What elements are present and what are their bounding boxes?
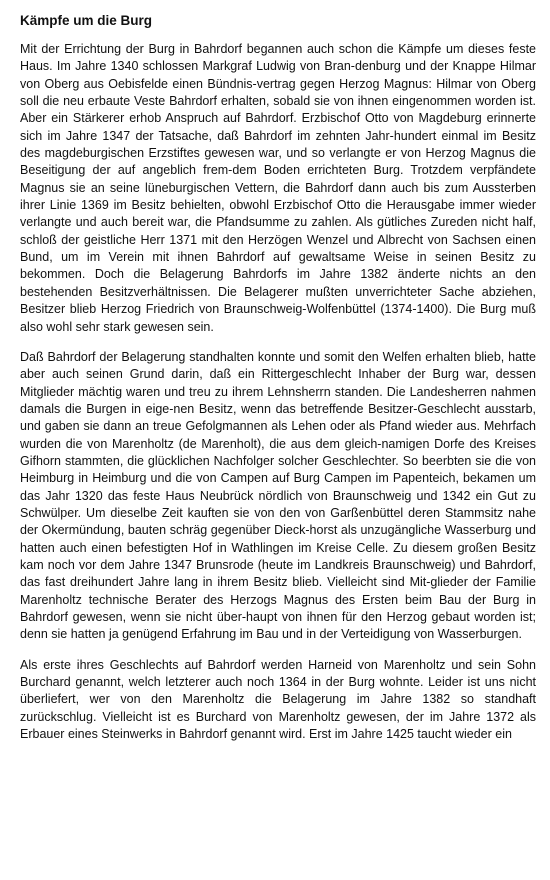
paragraph: Daß Bahrdorf der Belagerung standhalten konnte und somit den Welfen erhalten blieb, hatte aber auch seinen Grund darin, daß ein Rittergeschlecht Inhaber der Burg war, dessen Mitglieder mächtig waren und treu zu ihrem Lehnsherrn standen. Die Landesherren nahmen damals die Burgen in eige-nen Besitz, wenn das betreffende Besitzer-Geschlecht ausstarb, und gaben sie dann an treue Gefolgmannen als Lehen oder als Pfand wieder aus. Mehrfach wurden die von Marenholtz (de Marenholt), die aus dem gleich-namigen Dorfe des Kreises Gifhorn stammten, die glücklichen Nachfolger solcher Geschlechter. So beerbten sie die von Heimburg in Heimburg und die von Campen auf Burg Campen im Papenteich, bekamen um das Jahr 1320 das feste Haus Neubrück nördlich von Braunschweig und 1342 ein Gut zu Schwülper. Um dieselbe Zeit kauften sie von den von Garßenbüttel deren Stammsitz nahe der Okermündung, bauten schräg gegenüber Dieck-horst als unzugängliche Wasserburg und hatten auch einen befestigten Hof in Wathlingen im Kreise Celle. Zu diesem großen Besitz kam noch vor dem Jahre 1347 Brunsrode (heute im Landkreis Braunschweig) und Bahrdorf, das fast dreihundert Jahre lang in ihrem Besitz blieb. Vielleicht sind Mit-glieder der Familie Marenholtz technische Berater des Herzogs Magnus des Ersten beim Bau der Burg in Bahrdorf gewesen, wenn sie nicht über-haupt von ihnen für den Herzog gebaut worden ist; denn sie hatten ja genügend Erfahrung im Bau und in der Verteidigung von Wasserburgen. (20, 349, 536, 642)
paragraph: Als erste ihres Geschlechts auf Bahrdorf werden Harneid von Marenholtz und sein Sohn Burchard genannt, welch letzterer auch noch 1364 in der Burg wohnte. Leider ist uns nicht überliefert, wer von den Marenholtz die Belagerung im Jahre 1382 so standhaft zurückschlug. Vielleicht ist es Burchard von Marenholtz gewesen, der im Jahre 1372 als Erbauer eines Steinwerks in Bahrdorf genannt wird. Erst im Jahre 1425 taucht wieder ein (20, 657, 536, 742)
paragraph: Mit der Errichtung der Burg in Bahrdorf begannen auch schon die Kämpfe um dieses feste Haus. Im Jahre 1340 schlossen Markgraf Ludwig von Bran-denburg und der Knappe Hilmar von Oberg aus Oebisfelde einen Bündnis-vertrag gegen Herzog Magnus: Hilmar von Oberg soll die neu erbaute Veste Bahrdorf erhalten, sobald sie von ihnen eingenommen worden ist. Aber ein Stärkerer erhob Anspruch auf Bahrdorf. Erzbischof Otto von Magdeburg erinnerte sich im Jahre 1347 der Tatsache, daß Bahrdorf im zehnten Jahr-hundert einmal im Besitz des magdeburgischen Erzstiftes gewesen war, und so verlangte er von Herzog Magnus die Beseitigung der auf angeblich frem-dem Boden errichteten Burg. Trotzdem verpfändete Magnus sie an seine lüneburgischen Vettern, die Bahrdorf dann auch bis zum Aussterben ihrer Linie 1369 im Besitz behielten, obwohl Erzbischof Otto die Herausgabe immer wieder verlangte und auch bereit war, die Pfandsumme zu zahlen. Als gütliches Zureden nicht half, schloß der geistliche Herr 1371 mit den Herzögen Wenzel und Albrecht von Sachsen einen Bund, um im Verein mit ihnen Bahrdorf auf gewaltsame Weise in seinen Besitz zu bekommen. Doch die Belagerung Bahrdorfs im Jahre 1382 änderte nichts an den bestehenden Besitzverhältnissen. Die Belagerer mußten unverrichteter Sache abziehen, Besitzer blieb Herzog Friedrich von Braunschweig-Wolfenbüttel (1374-1400). Die Burg muß also wohl sehr stark gewesen sein. (20, 42, 536, 334)
section-heading: Kämpfe um die Burg (20, 13, 153, 28)
